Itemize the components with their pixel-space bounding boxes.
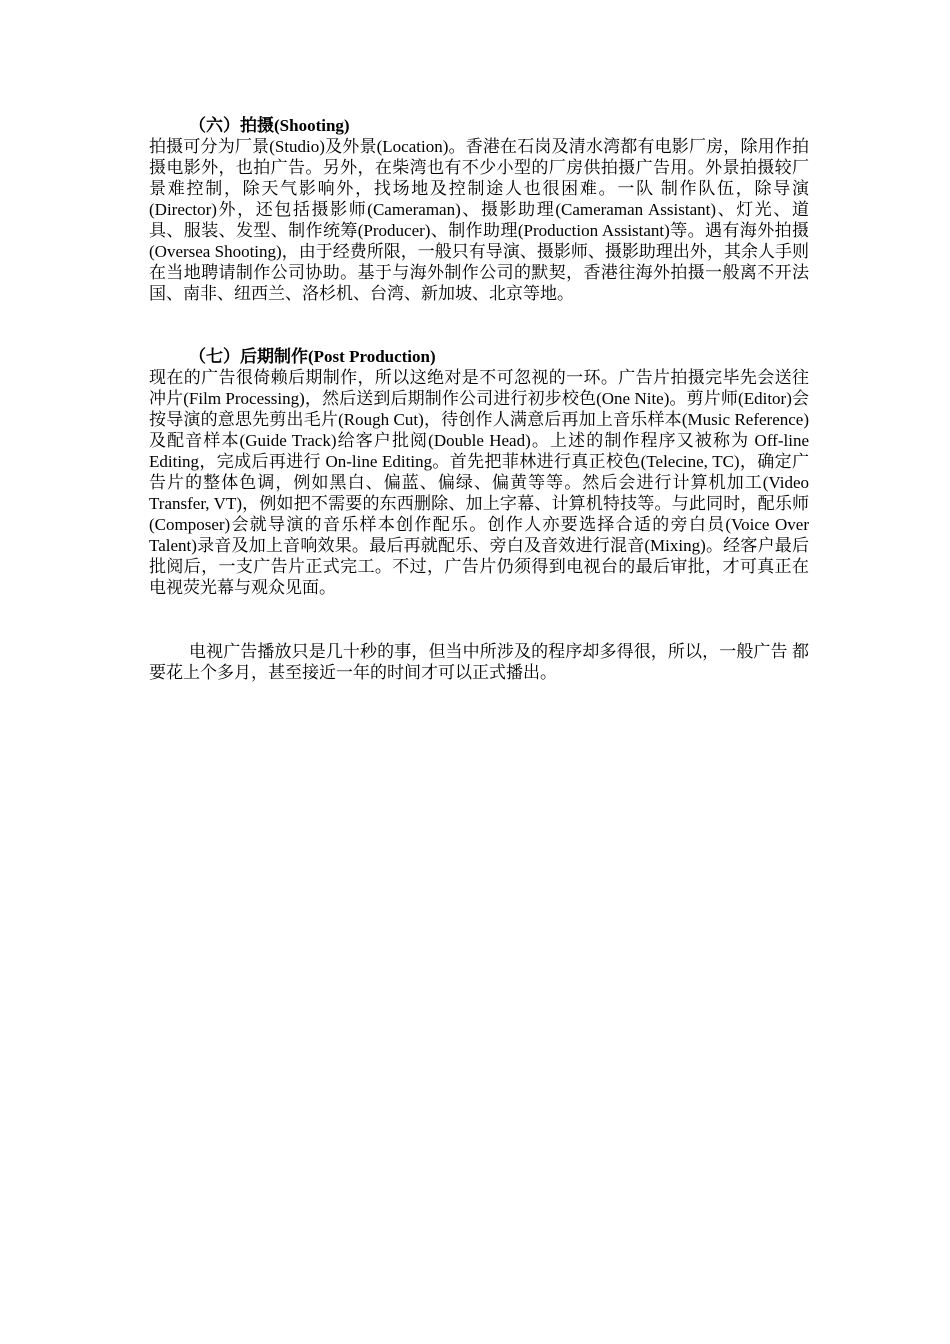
- section-body-shooting: 拍摄可分为厂景(Studio)及外景(Location)。香港在石岗及清水湾都有电影厂房，除用作拍摄电影外，也拍广告。另外，在柴湾也有不少小型的厂房供拍摄广告用。外景拍摄较厂景难控制，除天气影响外，找场地及控制途人也很困难。一队 制作队伍，除导演(Director)外，还包括摄影师(Cameraman)、摄影助理(Cameraman Assistant)、灯光、道具、服装、发型、制作统筹(Producer)、制作助理(Production Assistant)等。遇有海外拍摄(Oversea Shooting)，由于经费所限，一般只有导演、摄影师、摄影助理出外，其余人手则在当地聘请制作公司协助。基于与海外制作公司的默契，香港往海外拍摄一般离不开法国、南非、纽西兰、洛杉机、台湾、新加坡、北京等地。: [149, 137, 809, 303]
- closing-paragraph: 电视广告播放只是几十秒的事，但当中所涉及的程序却多得很，所以，一般广告 都要花上个多月，甚至接近一年的时间才可以正式播出。: [149, 642, 809, 682]
- section-body-post-production: 现在的广告很倚赖后期制作，所以这绝对是不可忽视的一环。广告片拍摄完毕先会送往冲片(Film Processing)，然后送到后期制作公司进行初步校色(One Nite)。剪片师(Editor)会按导演的意思先剪出毛片(Rough Cut)，待创作人满意后再加上音乐样本(Music Reference)及配音样本(Guide Track)给客户批阅(Double Head)。上述的制作程序又被称为 Off-line Editing，完成后再进行 On-line Editing。首先把菲林进行真正校色(Telecine, TC)，确定广告片的整体色调，例如黑白、偏蓝、偏绿、偏黄等等。然后会进行计算机加工(Video Transfer, VT)，例如把不需要的东西删除、加上字幕、计算机特技等。与此同时，配乐师(Composer)会就导演的音乐样本创作配乐。创作人亦要选择合适的旁白员(Voice Over Talent)录音及加上音响效果。最后再就配乐、旁白及音效进行混音(Mixing)。经客户最后批阅后，一支广告片正式完工。不过，广告片仍须得到电视台的最后审批，才可真正在电视荧光幕与观众见面。: [149, 368, 809, 597]
- document-body: [149, 116, 809, 683]
- section-title-shooting: （六）拍摄(Shooting): [189, 116, 350, 135]
- spacer: [149, 598, 809, 641]
- section-title-post-production: （七）后期制作(Post Production): [189, 347, 436, 366]
- spacer: [149, 304, 809, 347]
